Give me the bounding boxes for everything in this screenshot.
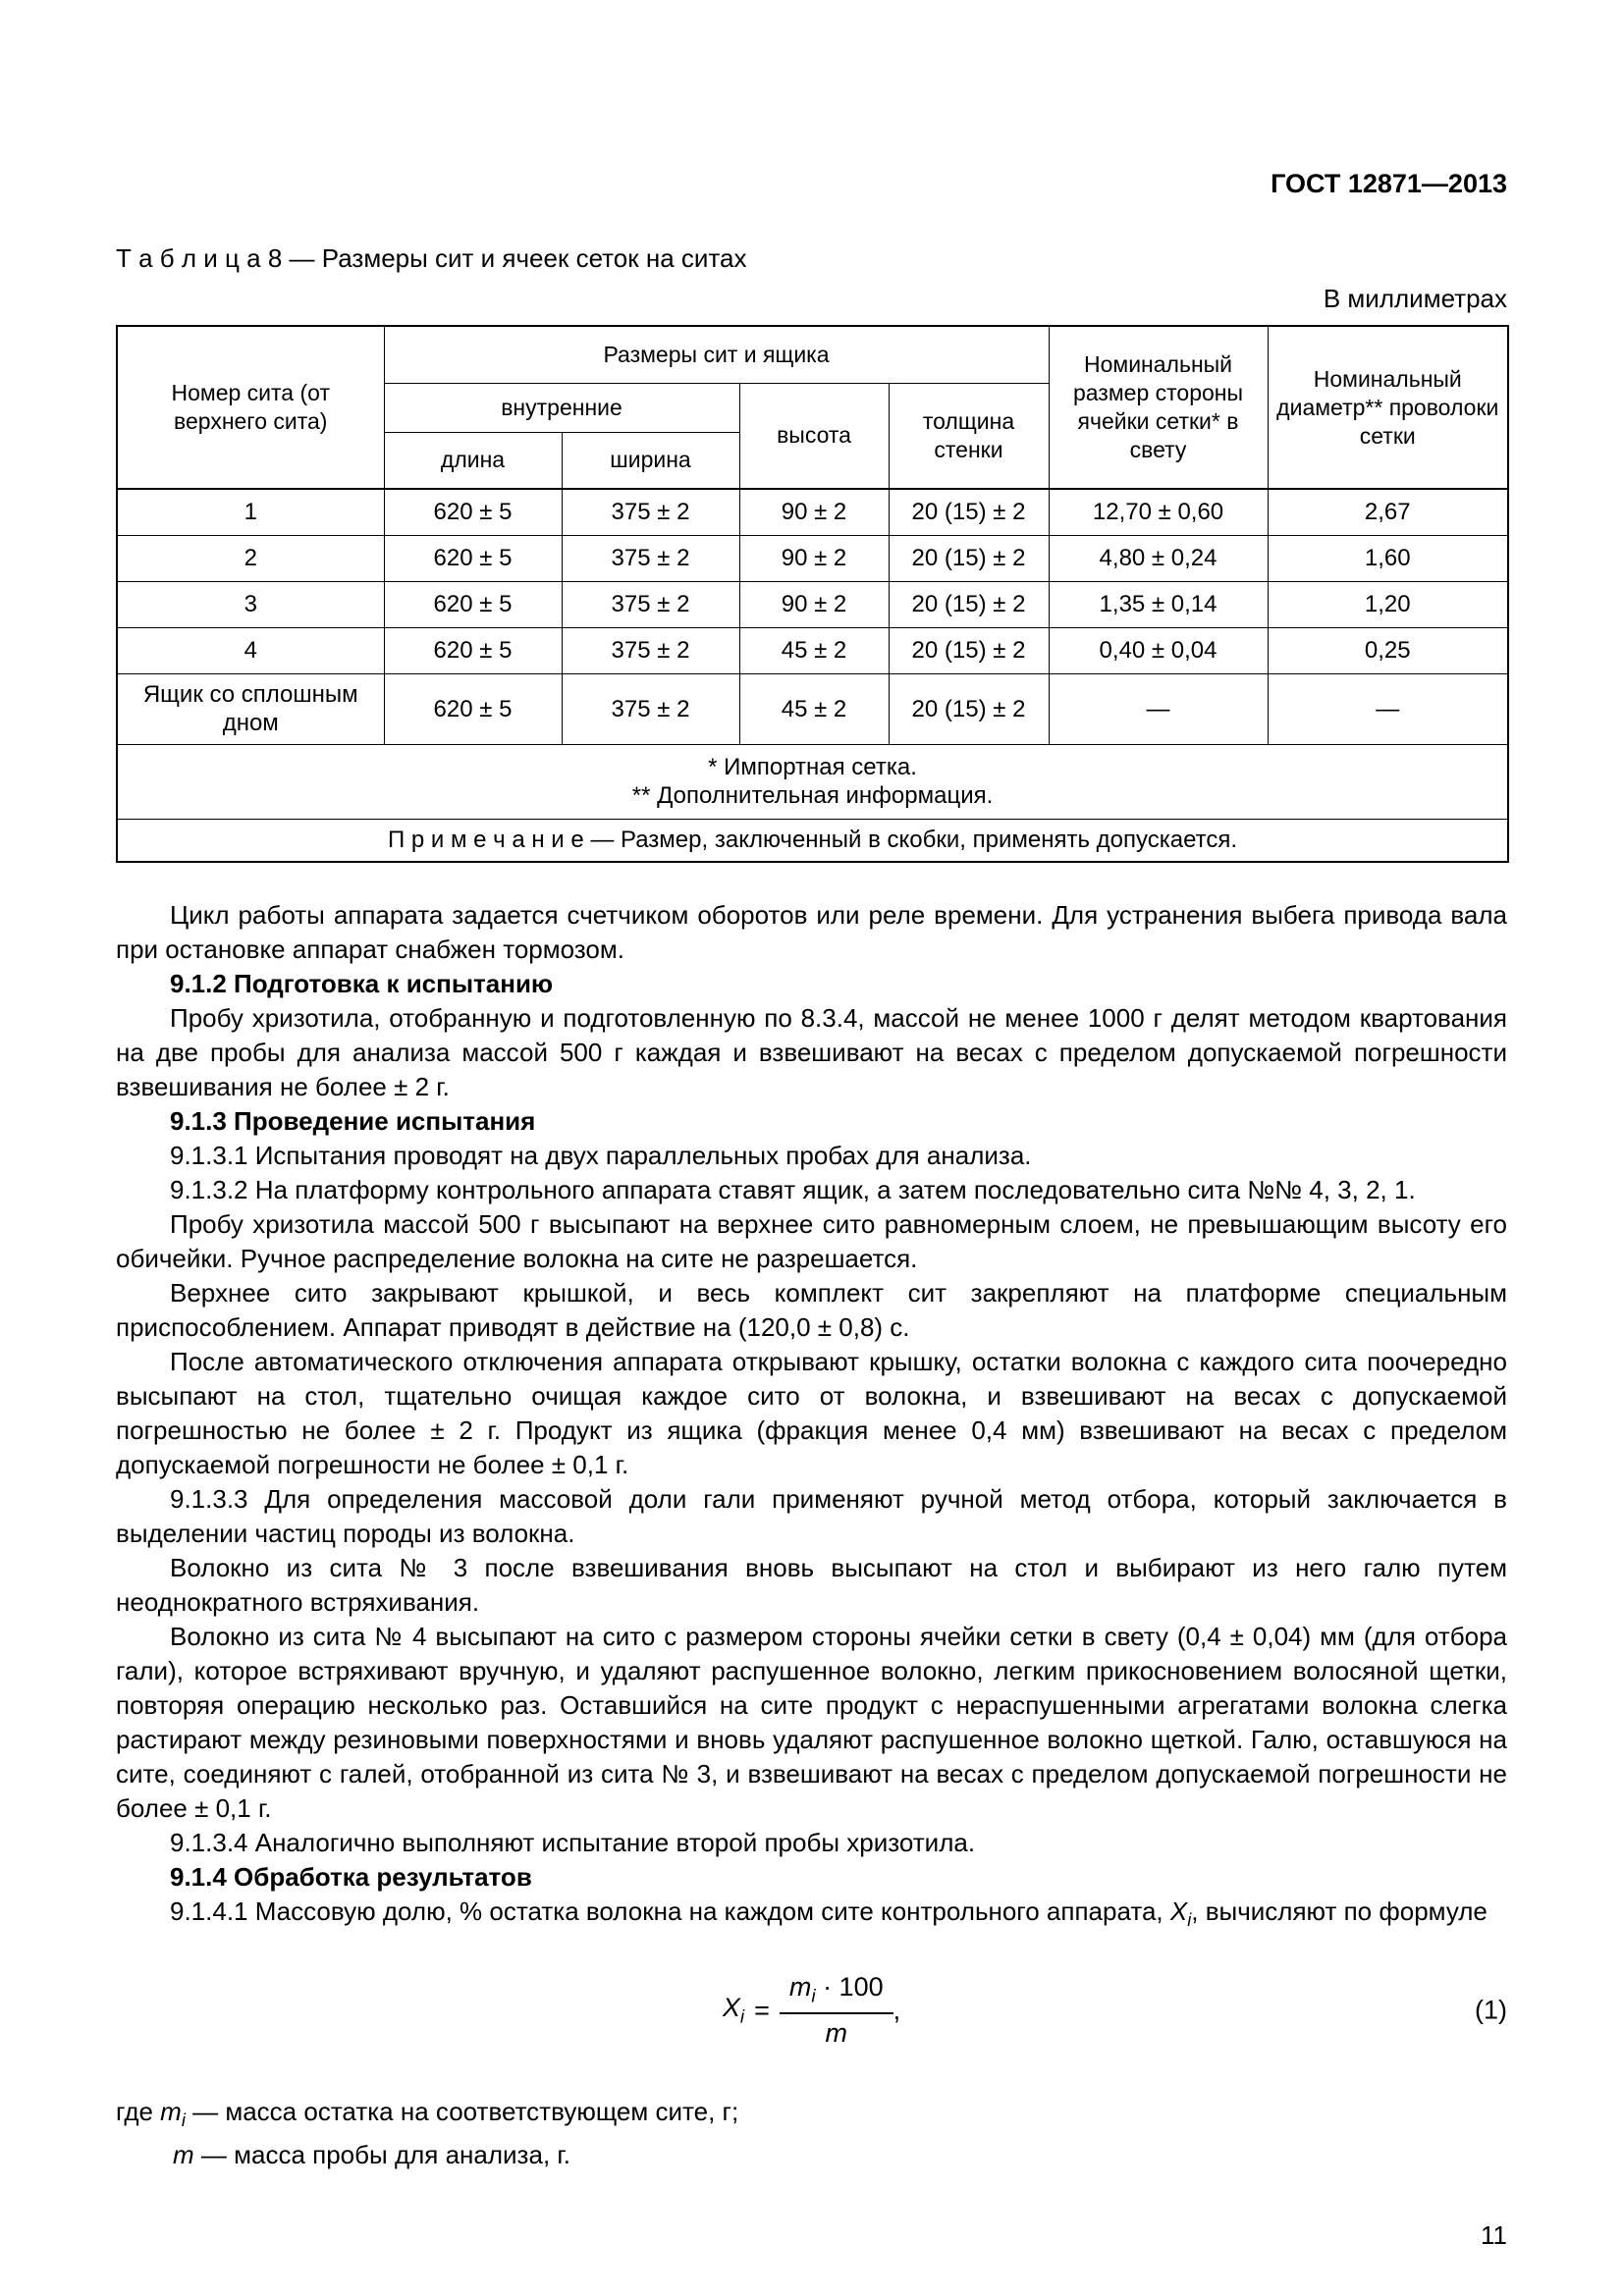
- table-header-row-1: [117, 326, 1508, 383]
- variable-m: m: [173, 2140, 194, 2170]
- table-cell: 90 ± 2: [739, 489, 889, 535]
- table-cell: 620 ± 5: [384, 673, 562, 744]
- paragraph: 9.1.3.1 Испытания проводят на двух параллельных пробах для анализа.: [170, 1141, 1032, 1170]
- header-inner: внутренние: [384, 383, 739, 432]
- table-cell: 12,70 ± 0,60: [1049, 489, 1268, 535]
- page-number: 11: [1481, 2220, 1507, 2250]
- table-cell: 2,67: [1268, 489, 1508, 535]
- table-cell: 1,20: [1268, 581, 1508, 627]
- table-cell: 1,35 ± 0,14: [1049, 581, 1268, 627]
- paragraph-9-1-4-1: [116, 1895, 1507, 1938]
- fraction-denominator: m: [825, 2017, 847, 2048]
- table-row: [117, 489, 1508, 535]
- table-cell: 375 ± 2: [562, 627, 739, 673]
- paragraph: Верхнее сито закрывают крышкой, и весь комплект сит закрепляют на платформе специальным приспособлением. Аппарат приводят в действие на (120,0 ± 0,8) с.: [116, 1278, 1507, 1342]
- where-clause: [116, 2095, 1507, 2172]
- sieve-sizes-table: [116, 325, 1509, 863]
- table-cell: 20 (15) ± 2: [889, 673, 1049, 744]
- document-header: [116, 169, 1507, 199]
- table-footnotes-row: [117, 744, 1508, 819]
- table-cell: 45 ± 2: [739, 673, 889, 744]
- fraction-numerator: $m_i \cdot 100$: [780, 1972, 893, 2013]
- header-wire-diameter: Номинальный диаметр** проволоки сетки: [1268, 326, 1508, 489]
- equation-number: (1): [1475, 1995, 1507, 2025]
- table-cell: 20 (15) ± 2: [889, 581, 1049, 627]
- paragraph: Пробу хризотила, отобранную и подготовленную по 8.3.4, массой не менее 1000 г делят методом квартования на две пробы для анализа массой 500 г каждая и взвешивают на весах с пределом допускаемой погрешности взвешивания не более ± 2 г.: [116, 1003, 1507, 1101]
- paragraph: Волокно из сита № 4 высыпают на сито с размером стороны ячейки сетки в свету (0,4 ± 0,04) мм (для отбора гали), которое встряхивают вручную, и удаляют распушенное волокно, легким прикосновением волосяной щетки, повторяя операцию несколько раз. Оставшийся на сите продукт с нераспушенными агрегатами волокна слегка растирают между резиновыми поверхностями и вновь удаляют распушенное волокно щеткой. Галю, оставшуюся на сите, соединяют с галей, отобранной из сита № 3, и взвешивают на весах с пределом допускаемой погрешности не более ± 0,1 г.: [116, 1622, 1507, 1823]
- paragraph: После автоматического отключения аппарата открывают крышку, остатки волокна с каждого сита поочередно высыпают на стол, тщательно очищая каждое сито от волокна, и взвешивают на весах с допускаемой погрешностью не более ± 2 г. Продукт из ящика (фракция менее 0,4 мм) взвешивают на весах с пределом допускаемой погрешности не более ± 0,1 г.: [116, 1347, 1507, 1479]
- table-cell: 20 (15) ± 2: [889, 627, 1049, 673]
- table-cell: 375 ± 2: [562, 673, 739, 744]
- table-cell: 4,80 ± 0,24: [1049, 535, 1268, 581]
- fraction: [780, 1972, 893, 2048]
- formula-intro-before: 9.1.4.1 Массовую долю, % остатка волокна на каждом сите контрольного аппарата,: [170, 1896, 1170, 1926]
- table-cell: 0,25: [1268, 627, 1508, 673]
- section-heading-9-1-3: 9.1.3 Проведение испытания: [170, 1106, 536, 1136]
- paragraph: Пробу хризотила массой 500 г высыпают на верхнее сито равномерным слоем, не превышающим высоту его обичейки. Ручное распределение волокна на сите не разрешается.: [116, 1209, 1507, 1273]
- header-group-sizes: Размеры сит и ящика: [384, 326, 1049, 383]
- section-heading-9-1-2: 9.1.2 Подготовка к испытанию: [170, 969, 554, 998]
- table-note: П р и м е ч а н и е — Размер, заключенный в скобки, применять допускается.: [117, 819, 1508, 862]
- header-cell-size: Номинальный размер стороны ячейки сетки* в свету: [1049, 326, 1268, 489]
- units-note-text: В миллиметрах: [1323, 284, 1507, 313]
- table-cell: 1,60: [1268, 535, 1508, 581]
- table-cell: 2: [117, 535, 384, 581]
- variable-x: $X_i$: [1169, 1896, 1192, 1931]
- formula-intro-after: , вычисляют по формуле: [1191, 1896, 1488, 1926]
- header-sieve-number: Номер сита (от верхнего сита): [117, 326, 384, 489]
- table-note-row: [117, 819, 1508, 862]
- table-cell: —: [1049, 673, 1268, 744]
- table-row: [117, 581, 1508, 627]
- footnote-2: ** Дополнительная информация.: [631, 782, 994, 809]
- table-cell: 375 ± 2: [562, 535, 739, 581]
- formula-1: [116, 1959, 1507, 2061]
- equals-sign: =: [754, 1995, 770, 2025]
- table-cell: 90 ± 2: [739, 535, 889, 581]
- where-line-1: где $m_i$ — масса остатка на соответствующем сите, г;: [116, 2097, 739, 2131]
- header-wall-thickness: толщина стенки: [889, 383, 1049, 489]
- section-heading-9-1-4: 9.1.4 Обработка результатов: [170, 1862, 532, 1892]
- table-cell: 0,40 ± 0,04: [1049, 627, 1268, 673]
- where-line-2: m — масса пробы для анализа, г.: [173, 2140, 570, 2170]
- formula-expression: [723, 1972, 900, 2048]
- table-cell: 20 (15) ± 2: [889, 489, 1049, 535]
- header-height: высота: [739, 383, 889, 489]
- header-width: ширина: [562, 432, 739, 489]
- table-cell: 620 ± 5: [384, 535, 562, 581]
- table-caption: [116, 242, 1507, 275]
- table-cell: 45 ± 2: [739, 627, 889, 673]
- paragraph: 9.1.3.2 На платформу контрольного аппарата ставят ящик, а затем последовательно сита №№ 4, 3, 2, 1.: [170, 1175, 1416, 1204]
- table-cell: 620 ± 5: [384, 581, 562, 627]
- table-row: [117, 627, 1508, 673]
- footnote-1: * Импортная сетка.: [708, 754, 917, 780]
- table-cell: 620 ± 5: [384, 489, 562, 535]
- table-caption-text: Т а б л и ц а 8 — Размеры сит и ячеек сеток на ситах: [116, 243, 747, 273]
- header-length: длина: [384, 432, 562, 489]
- paragraph: 9.1.3.4 Аналогично выполняют испытание второй пробы хризотила.: [170, 1828, 976, 1857]
- table-cell: —: [1268, 673, 1508, 744]
- table-cell: 90 ± 2: [739, 581, 889, 627]
- table-row: [117, 535, 1508, 581]
- standard-number: ГОСТ 12871—2013: [1271, 169, 1507, 198]
- table-row: [117, 673, 1508, 744]
- units-note: [116, 283, 1507, 315]
- table-cell: 375 ± 2: [562, 581, 739, 627]
- table-cell: 1: [117, 489, 384, 535]
- table-cell: 4: [117, 627, 384, 673]
- paragraph: Цикл работы аппарата задается счетчиком оборотов или реле времени. Для устранения выбега привода вала при остановке аппарат снабжен тормозом.: [116, 900, 1507, 964]
- table-footnotes: [117, 744, 1508, 819]
- table-cell: 3: [117, 581, 384, 627]
- body-text: [116, 898, 1507, 1938]
- table-cell: 620 ± 5: [384, 627, 562, 673]
- paragraph: 9.1.3.3 Для определения массовой доли гали применяют ручной метод отбора, который заключается в выделении частиц породы из волокна.: [116, 1484, 1507, 1548]
- table-cell: Ящик со сплошным дном: [117, 673, 384, 744]
- formula-comma: ,: [893, 1995, 901, 2025]
- table-cell: 375 ± 2: [562, 489, 739, 535]
- paragraph: Волокно из сита № 3 после взвешивания вновь высыпают на стол и выбирают из него галю путем неоднократного встряхивания.: [116, 1553, 1507, 1617]
- variable-mi: $m_i$: [160, 2097, 186, 2131]
- table-cell: 20 (15) ± 2: [889, 535, 1049, 581]
- formula-lhs: $X_i$: [722, 1992, 745, 2028]
